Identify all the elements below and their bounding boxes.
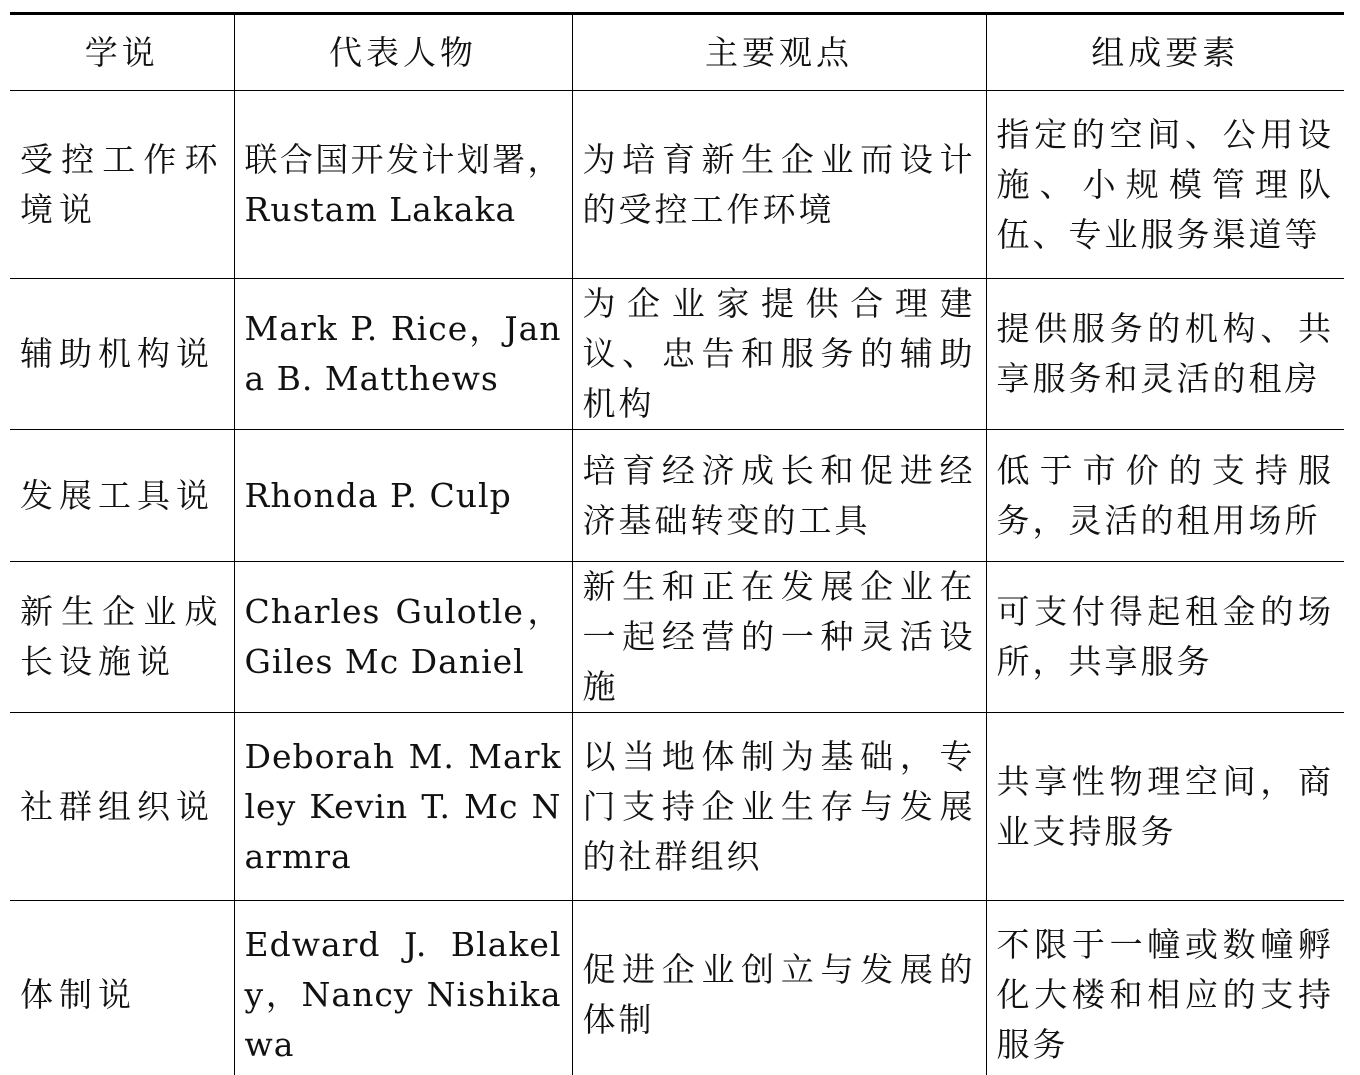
table-row [10, 713, 1344, 901]
header-theory: 学说 [10, 14, 234, 91]
header-people: 代表人物 [234, 14, 572, 91]
cell-elements: 提供服务的机构、共享服务和灵活的租房 [986, 279, 1344, 430]
cell-view: 为企业家提供合理建议、忠告和服务的辅助机构 [572, 279, 986, 430]
header-row [10, 14, 1344, 91]
cell-elements: 指定的空间、公用设施、小规模管理队伍、专业服务渠道等 [986, 91, 1344, 279]
table-row [10, 91, 1344, 279]
cell-theory: 辅助机构说 [10, 279, 234, 430]
cell-elements: 可支付得起租金的场所，共享服务 [986, 562, 1344, 713]
table-body [10, 91, 1344, 1075]
cell-view: 促进企业创立与发展的体制 [572, 901, 986, 1075]
cell-view: 新生和正在发展企业在一起经营的一种灵活设施 [572, 562, 986, 713]
cell-view: 以当地体制为基础，专门支持企业生存与发展的社群组织 [572, 713, 986, 901]
cell-view: 培育经济成长和促进经济基础转变的工具 [572, 430, 986, 562]
cell-theory: 社群组织说 [10, 713, 234, 901]
cell-theory: 受控工作环境说 [10, 91, 234, 279]
table-row [10, 901, 1344, 1075]
cell-people: Deborah M. Markley Kevin T. Mc Narmra [234, 713, 572, 901]
cell-people: Rhonda P. Culp [234, 430, 572, 562]
cell-elements: 共享性物理空间，商业支持服务 [986, 713, 1344, 901]
cell-view: 为培育新生企业而设计的受控工作环境 [572, 91, 986, 279]
cell-people: 联合国开发计划署，Rustam Lakaka [234, 91, 572, 279]
table-row [10, 430, 1344, 562]
cell-elements: 不限于一幢或数幢孵化大楼和相应的支持服务 [986, 901, 1344, 1075]
table-header [10, 14, 1344, 91]
cell-theory: 发展工具说 [10, 430, 234, 562]
cell-theory: 新生企业成长设施说 [10, 562, 234, 713]
cell-elements: 低于市价的支持服务，灵活的租用场所 [986, 430, 1344, 562]
cell-people: Edward J. Blakely，Nancy Nishikawa [234, 901, 572, 1075]
cell-people: Mark P. Rice，Jana B. Matthews [234, 279, 572, 430]
header-view: 主要观点 [572, 14, 986, 91]
table-row [10, 562, 1344, 713]
header-elements: 组成要素 [986, 14, 1344, 91]
cell-people: Charles Gulotle，Giles Mc Daniel [234, 562, 572, 713]
cell-theory: 体制说 [10, 901, 234, 1075]
table-row [10, 279, 1344, 430]
theory-table [10, 12, 1344, 1075]
